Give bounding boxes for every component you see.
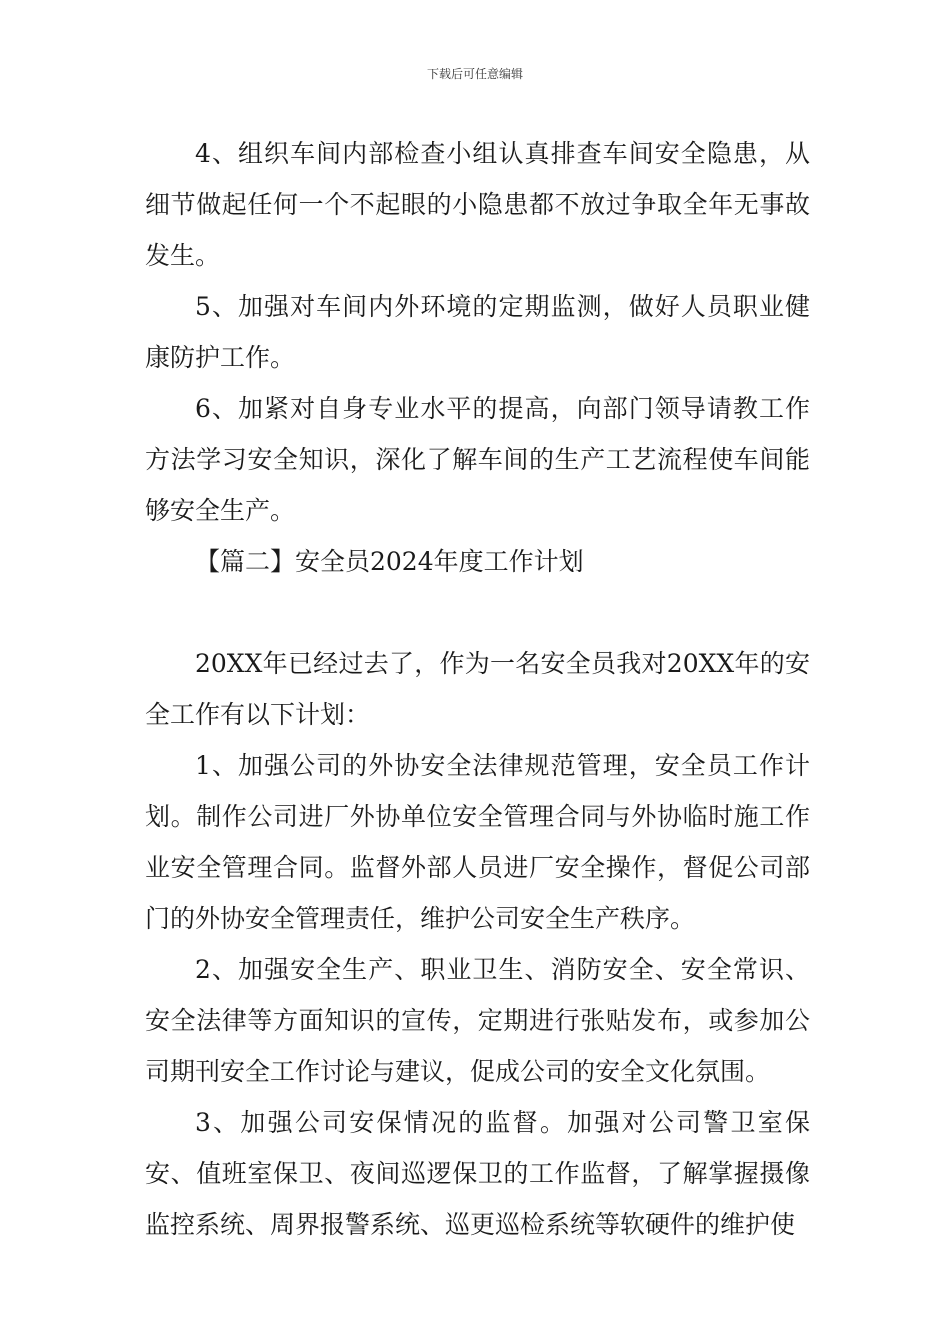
- paragraph-plan-2: 2、加强安全生产、职业卫生、消防安全、安全常识、安全法律等方面知识的宣传，定期进行张贴发布，或参加公司期刊安全工作讨论与建议，促成公司的安全文化氛围。: [145, 955, 810, 1086]
- blank-line: [145, 587, 810, 638]
- page-header: 下载后可任意编辑: [426, 67, 523, 81]
- document-body: [145, 128, 810, 1250]
- section-heading: 【篇二】安全员2024年度工作计划: [195, 547, 584, 576]
- paragraph-item-6: 6、加紧对自身专业水平的提高，向部门领导请教工作方法学习安全知识，深化了解车间的生产工艺流程使车间能够安全生产。: [145, 394, 810, 525]
- paragraph-item-4: 4、组织车间内部检查小组认真排查车间安全隐患，从细节做起任何一个不起眼的小隐患都不放过争取全年无事故发生。: [145, 139, 810, 270]
- paragraph-plan-1: 1、加强公司的外协安全法律规范管理，安全员工作计划。制作公司进厂外协单位安全管理合同与外协临时施工作业安全管理合同。监督外部人员进厂安全操作，督促公司部门的外协安全管理责任，维护公司安全生产秩序。: [145, 751, 810, 933]
- paragraph-intro: 20XX年已经过去了，作为一名安全员我对20XX年的安全工作有以下计划：: [145, 649, 810, 729]
- paragraph-item-5: 5、加强对车间内外环境的定期监测，做好人员职业健康防护工作。: [145, 292, 810, 372]
- paragraph-plan-3: 3、加强公司安保情况的监督。加强对公司警卫室保安、值班室保卫、夜间巡逻保卫的工作监督，了解掌握摄像监控系统、周界报警系统、巡更巡检系统等软硬件的维护使: [145, 1108, 810, 1239]
